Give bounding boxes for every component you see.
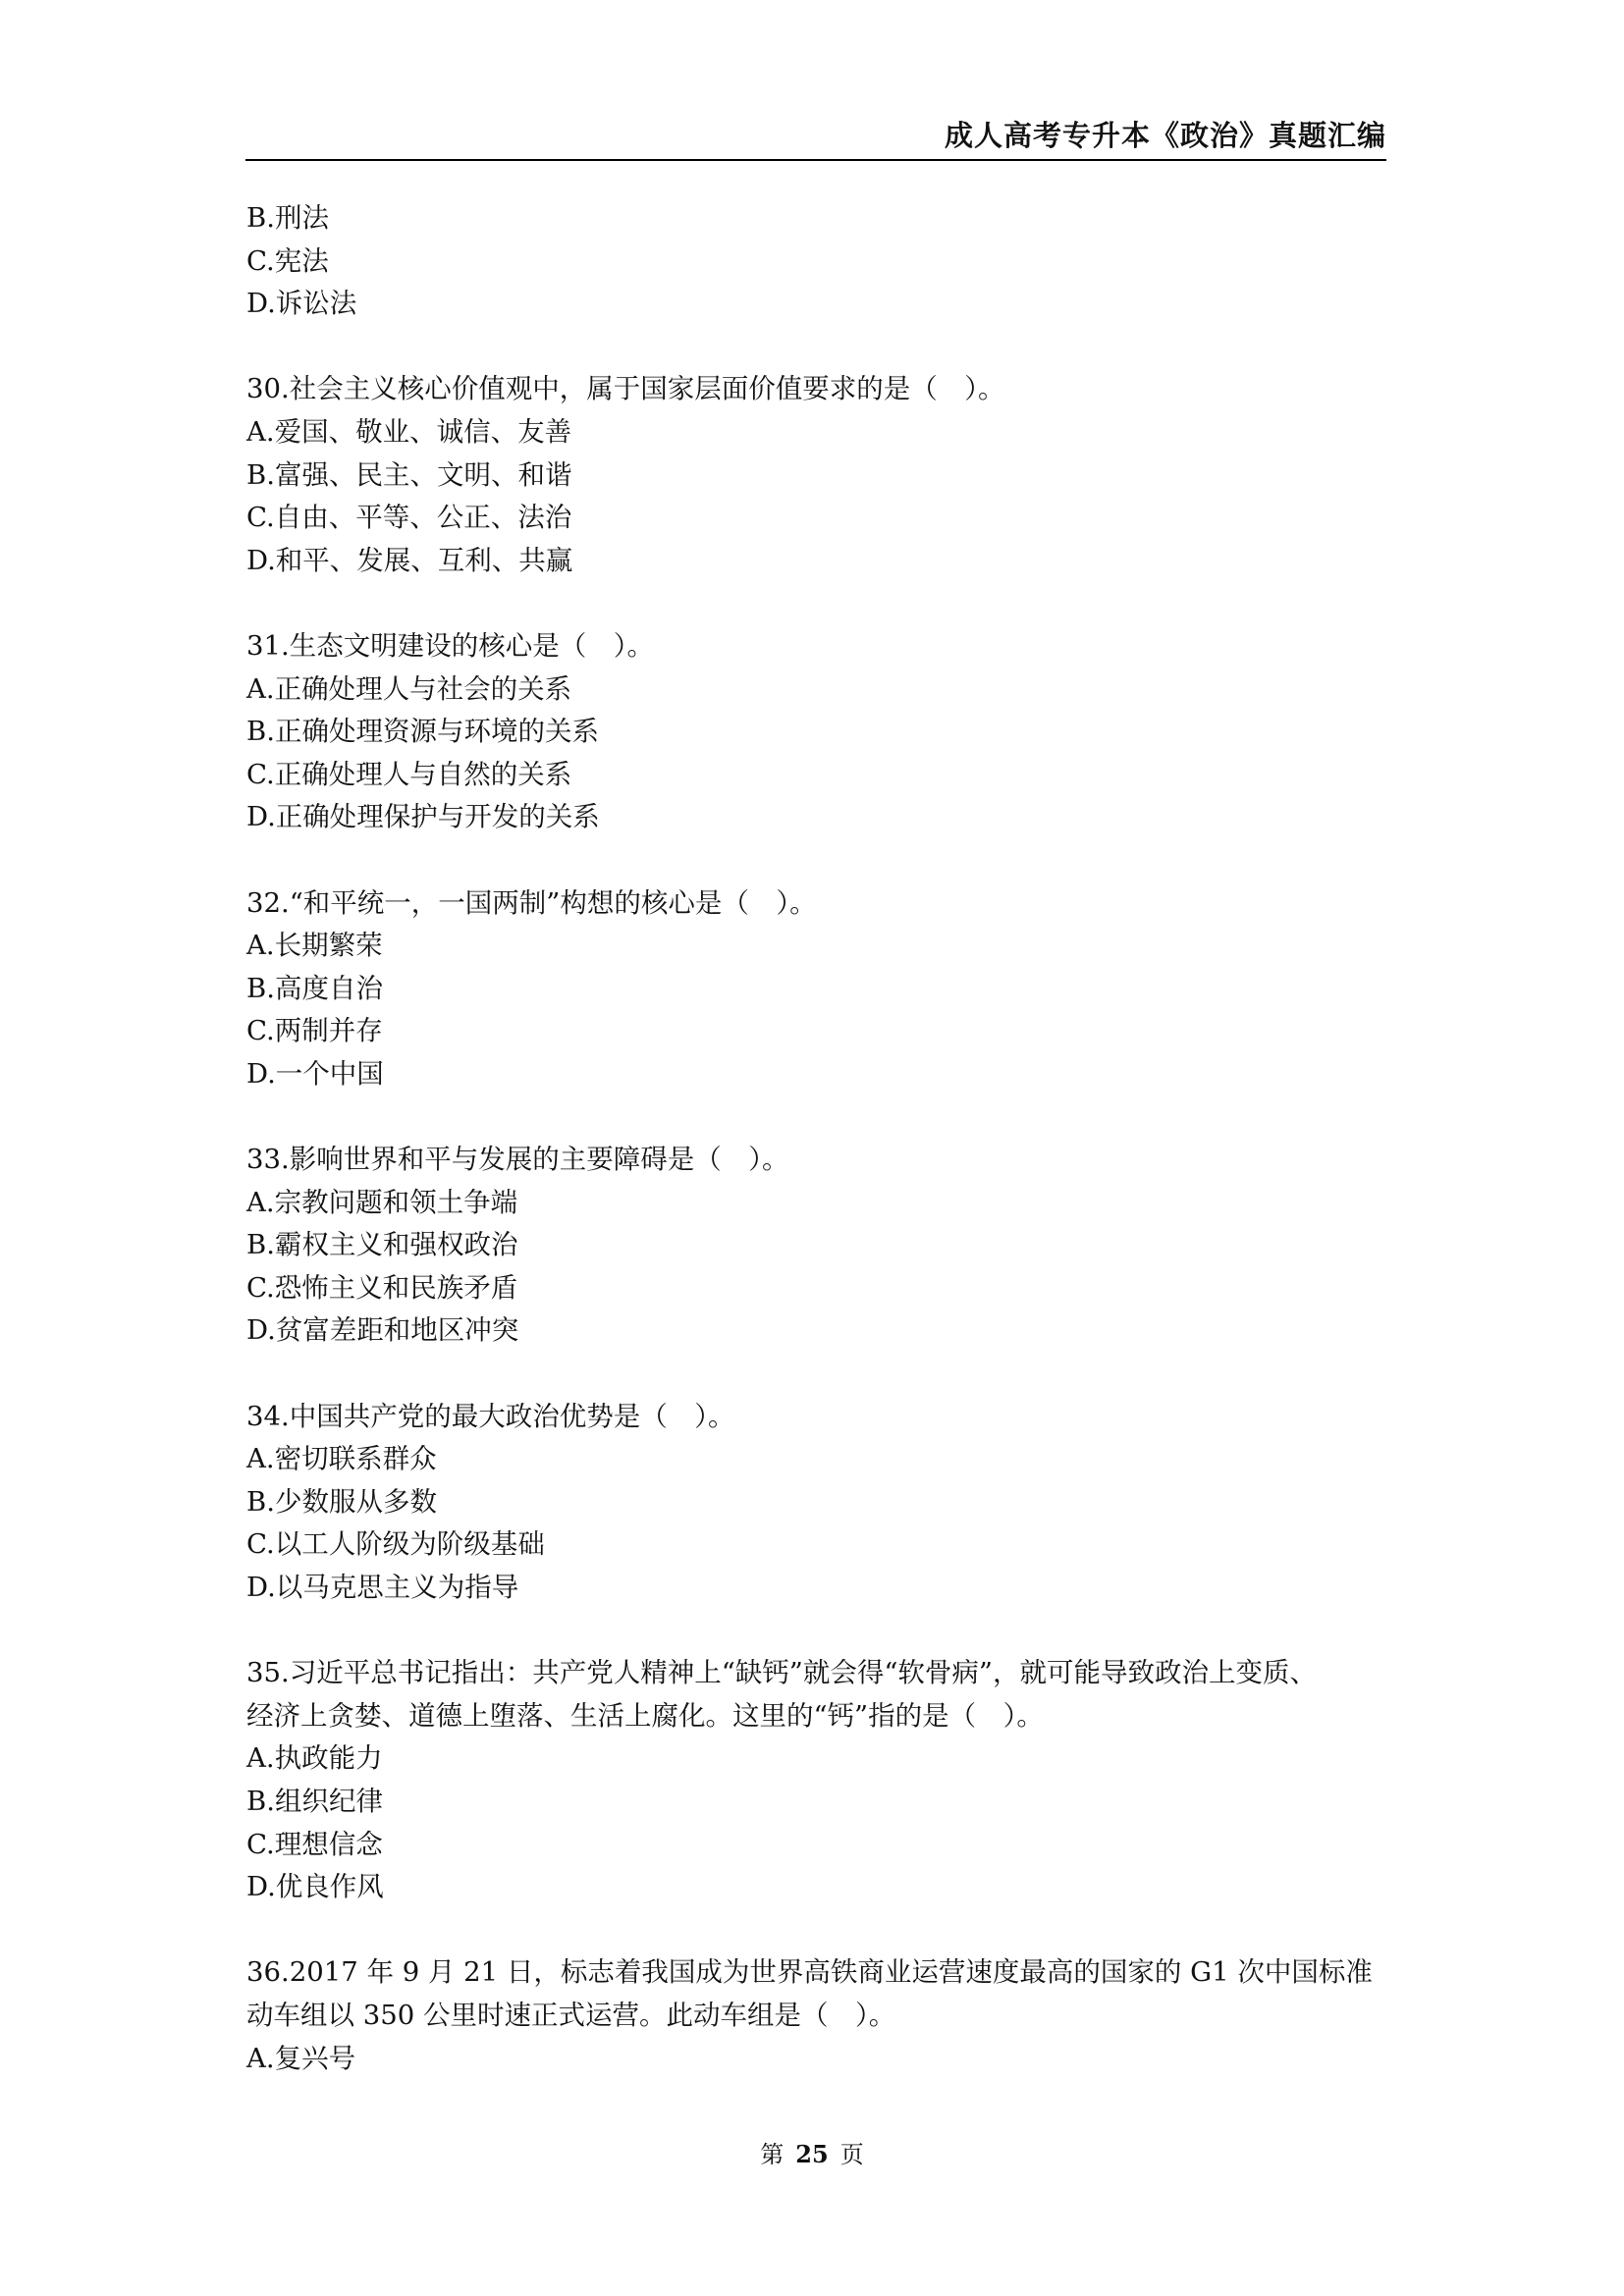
option-line: D.贫富差距和地区冲突 xyxy=(246,1314,519,1347)
page-label-suffix: 页 xyxy=(839,2141,864,2168)
question-stem: 33.影响世界和平与发展的主要障碍是（ ）。 xyxy=(246,1144,789,1176)
question-stem: 31.生态文明建设的核心是（ ）。 xyxy=(246,629,654,662)
question-stem: 30.社会主义核心价值观中，属于国家层面价值要求的是（ ）。 xyxy=(246,373,1005,405)
option-line: D.以马克思主义为指导 xyxy=(246,1572,519,1603)
question-block xyxy=(246,882,1390,1096)
option-line: D.一个中国 xyxy=(246,1057,384,1090)
question-block xyxy=(246,1139,1390,1353)
option-line: A.宗教问题和领土争端 xyxy=(246,1186,518,1218)
option-line: C.恐怖主义和民族矛盾 xyxy=(246,1271,518,1304)
option-line: D.诉讼法 xyxy=(246,288,357,320)
option-line: D.优良作风 xyxy=(246,1871,384,1903)
question-block xyxy=(246,1951,1390,2080)
question-block xyxy=(246,1396,1390,1610)
question-stem: 动车组以 350 公里时速正式运营。此动车组是（ ）。 xyxy=(246,1999,896,2031)
page-label-prefix: 第 xyxy=(760,2141,785,2168)
option-line: B.刑法 xyxy=(246,202,329,234)
option-line: D.正确处理保护与开发的关系 xyxy=(246,801,600,833)
question-stem: 34.中国共产党的最大政治优势是（ ）。 xyxy=(246,1400,735,1432)
option-line: A.长期繁荣 xyxy=(246,930,383,962)
option-line: A.复兴号 xyxy=(246,2042,356,2074)
option-line: C.正确处理人与自然的关系 xyxy=(246,758,572,790)
option-line: B.富强、民主、文明、和谐 xyxy=(246,458,572,491)
option-line: B.组织纪律 xyxy=(246,1785,383,1817)
option-line: D.和平、发展、互利、共赢 xyxy=(246,544,573,576)
option-line: A.密切联系群众 xyxy=(246,1443,437,1475)
option-line: B.霸权主义和强权政治 xyxy=(246,1229,518,1261)
option-line: C.两制并存 xyxy=(246,1015,383,1047)
page-header xyxy=(245,116,1386,161)
question-stem: 32.“和平统一，一国两制”构想的核心是（ ）。 xyxy=(246,886,817,919)
page-number: 25 xyxy=(795,2140,829,2168)
question-block xyxy=(246,625,1390,839)
question-stem: 35.习近平总书记指出：共产党人精神上“缺钙”就会得“软骨病”，就可能导致政治上变质、 xyxy=(246,1657,1317,1689)
option-line: A.执政能力 xyxy=(246,1742,383,1775)
question-block xyxy=(246,368,1390,582)
option-line: C.理想信念 xyxy=(246,1828,383,1860)
page-footer xyxy=(0,2140,1624,2169)
option-line: B.正确处理资源与环境的关系 xyxy=(246,716,599,748)
option-line: B.高度自治 xyxy=(246,972,383,1004)
question-block xyxy=(246,1652,1390,1909)
option-line: A.爱国、敬业、诚信、友善 xyxy=(246,415,572,448)
page-content xyxy=(246,197,1390,2080)
question-stem: 经济上贪婪、道德上堕落、生活上腐化。这里的“钙”指的是（ ）。 xyxy=(246,1699,1044,1732)
option-line: C.以工人阶级为阶级基础 xyxy=(246,1528,545,1561)
option-line: B.少数服从多数 xyxy=(246,1485,437,1518)
question-stem: 36.2017 年 9 月 21 日，标志着我国成为世界高铁商业运营速度最高的国家的 G1 次中国标准 xyxy=(246,1956,1373,1989)
option-line: A.正确处理人与社会的关系 xyxy=(246,672,572,705)
document-title: 成人高考专升本《政治》真题汇编 xyxy=(944,119,1386,152)
option-line: C.宪法 xyxy=(246,244,329,277)
option-line: C.自由、平等、公正、法治 xyxy=(246,502,572,534)
